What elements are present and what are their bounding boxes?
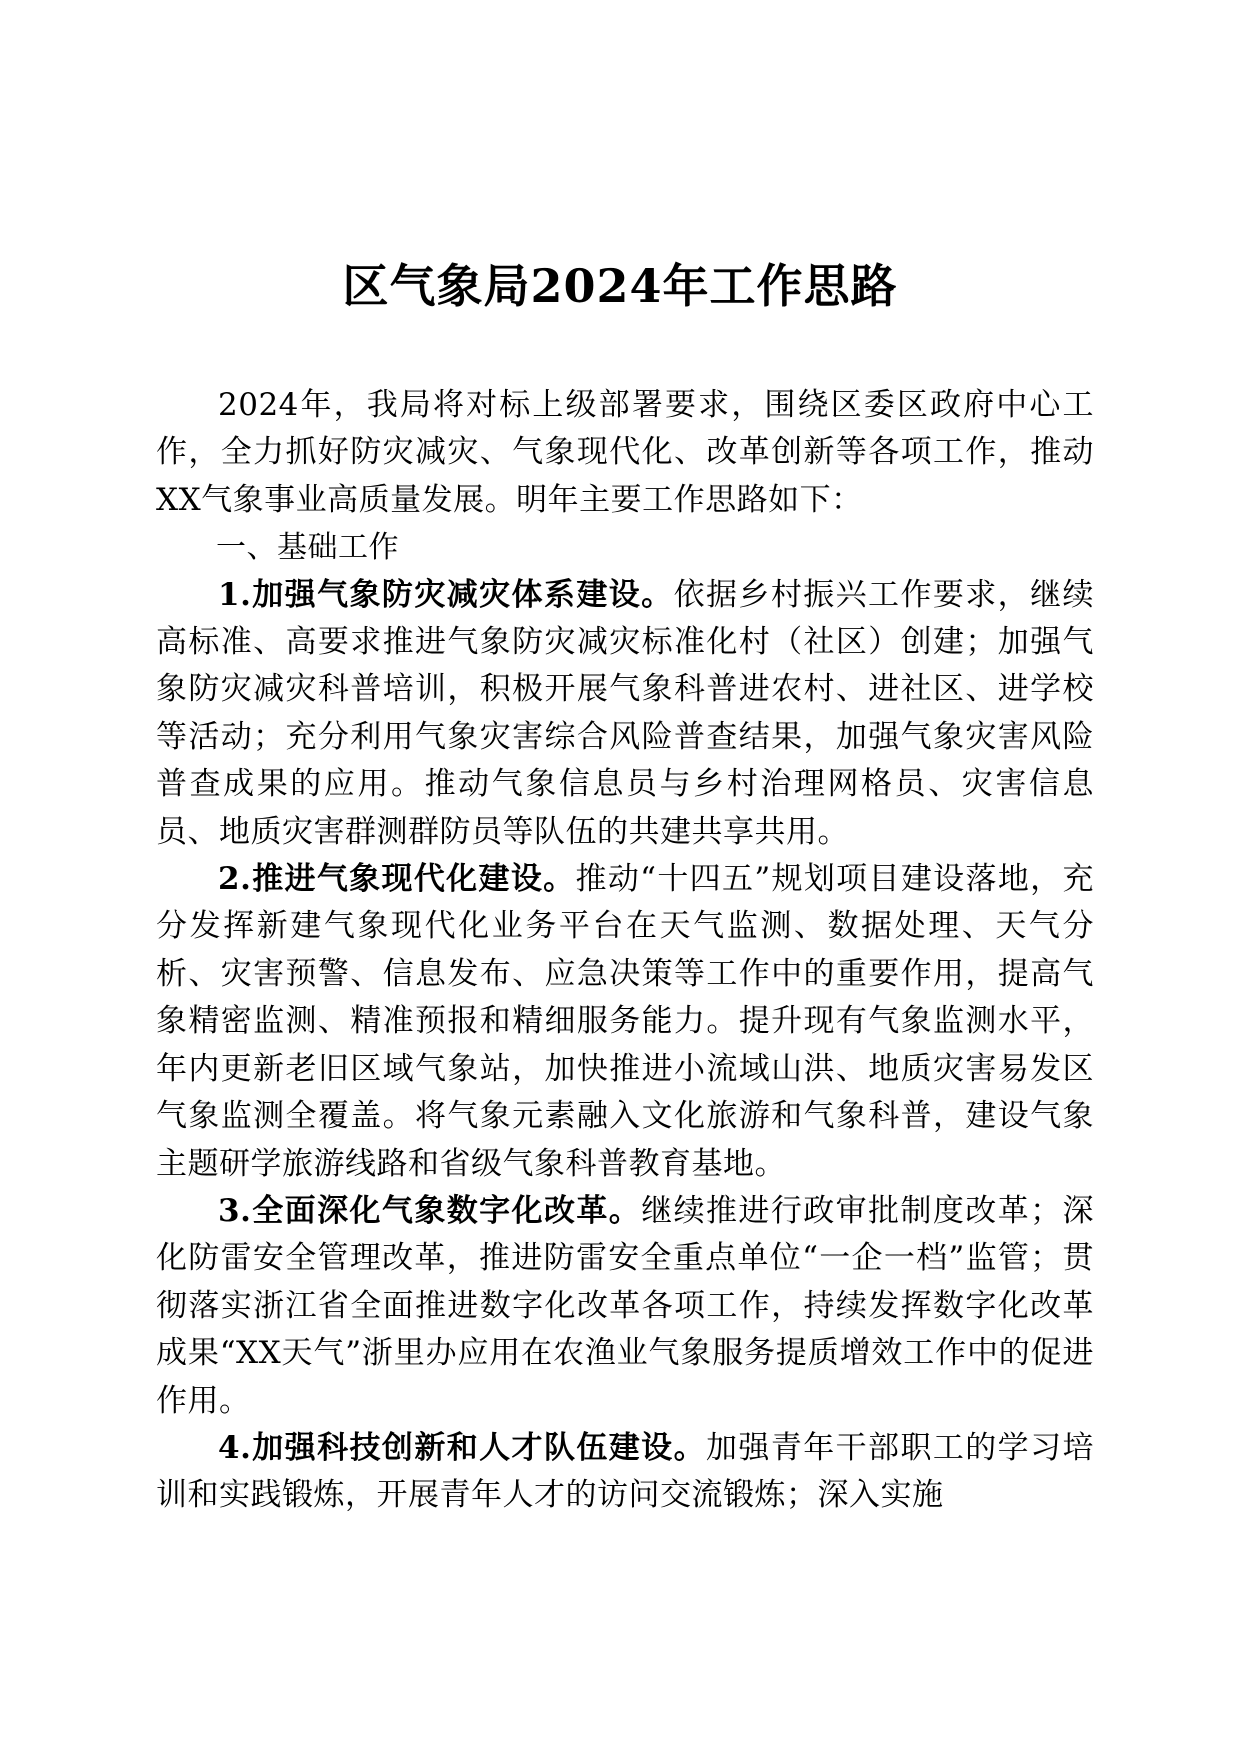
item-text-3: 继续推进行政审批制度改革；深化防雷安全管理改革，推进防雷安全重点单位“一企一档”监管；贯彻落实浙江省全面推进数字化改革各项工作，持续发挥数字化改革成果“XX天气”浙里办应用在农渔业气象服务提质增效工作中的促进作用。	[156, 1192, 1094, 1419]
item-text-2: 推动“十四五”规划项目建设落地，充分发挥新建气象现代化业务平台在天气监测、数据处理、天气分析、灾害预警、信息发布、应急决策等工作中的重要作用，提高气象精密监测、精准预报和精细服务能力。提升现有气象监测水平，年内更新老旧区域气象站，加快推进小流域山洪、地质灾害易发区气象监测全覆盖。将气象元素融入文化旅游和气象科普，建设气象主题研学旅游线路和省级气象科普教育基地。	[156, 861, 1094, 1182]
document-body	[156, 382, 1094, 1520]
item-lead-1: 1.加强气象防灾减灾体系建设。	[218, 576, 674, 613]
item-lead-2: 2.推进气象现代化建设。	[218, 861, 576, 898]
section-heading: 一、基础工作	[216, 530, 399, 566]
intro-paragraph: 2024年，我局将对标上级部署要求，围绕区委区政府中心工作，全力抓好防灾减灾、气象现代化、改革创新等各项工作，推动XX气象事业高质量发展。明年主要工作思路如下：	[156, 387, 1094, 518]
item-paragraph-3	[156, 1188, 1094, 1425]
item-paragraph-4	[156, 1425, 1094, 1520]
item-text-1: 依据乡村振兴工作要求，继续高标准、高要求推进气象防灾减灾标准化村（社区）创建；加强气象防灾减灾科普培训，积极开展气象科普进农村、进社区、进学校等活动；充分利用气象灾害综合风险普查结果，加强气象灾害风险普查成果的应用。推动气象信息员与乡村治理网格员、灾害信息员、地质灾害群测群防员等队伍的共建共享共用。	[156, 576, 1094, 850]
document-title: 区气象局2024年工作思路	[342, 259, 898, 313]
item-text-4: 加强青年干部职工的学习培训和实践锻炼，开展青年人才的访问交流锻炼；深入实施	[156, 1429, 1094, 1514]
item-lead-4: 4.加强科技创新和人才队伍建设。	[218, 1429, 706, 1466]
item-paragraph-2	[156, 856, 1094, 1188]
item-paragraph-1	[156, 572, 1094, 856]
item-lead-3: 3.全面深化气象数字化改革。	[218, 1192, 642, 1229]
